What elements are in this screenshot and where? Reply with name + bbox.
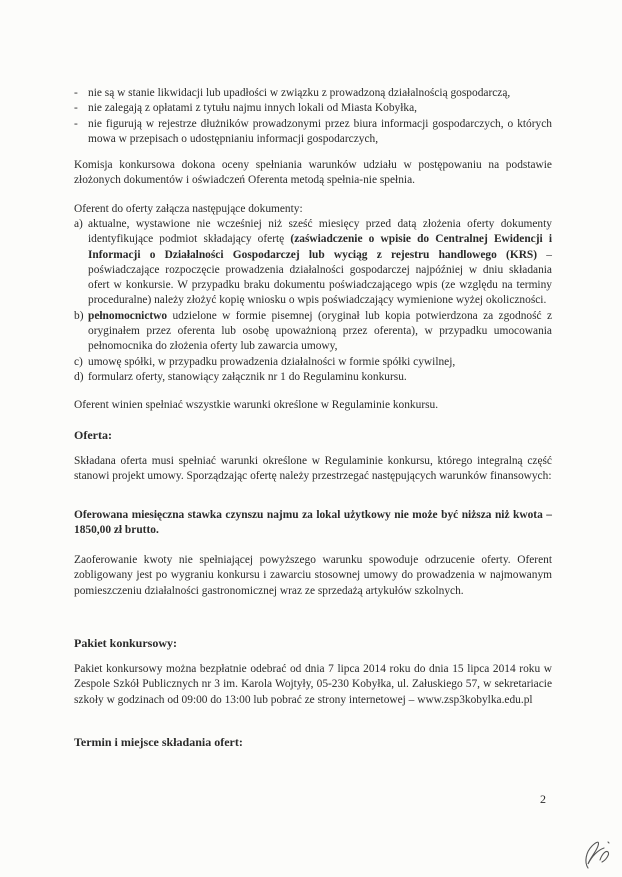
list-marker: a) [74,218,83,230]
list-item: - nie figurują w rejestrze dłużników prowadzonymi przez biura informacji gospodarczych, o których mowa w przepisach o udostępnianiu informacji gospodarczych, [74,117,552,148]
list-item [74,217,552,309]
doc-d-text: formularz oferty, stanowiący załącznik nr 1 do Regulaminu konkursu. [88,370,407,383]
list-item [74,309,552,355]
list-item [74,370,552,385]
signature-initials [578,832,614,872]
list-marker: c) [74,355,83,368]
doc-c-text: umowę spółki, w przypadku prowadzenia działalności w formie spółki cywilnej, [88,355,456,368]
conditions-list [74,86,552,147]
page-number: 2 [540,792,546,806]
proposal-paragraph: Zaoferowanie kwoty nie spełniającej powyższego warunku spowoduje odrzucenie oferty. Oferent zobligowany jest po wygraniu konkursu i zawarciu stosownej umowy do prowadzenia w najmowanym pomieszczeniu działalności gastronomicznej wraz ze sprzedażą artykułów szkolnych. [74,554,552,597]
list-item: - nie są w stanie likwidacji lub upadłości w związku z prowadzoną działalnością gospodarczą, [74,86,552,101]
list-marker: b) [74,309,84,322]
package-heading: Pakiet konkursowy: [74,636,178,650]
package-paragraph: Pakiet konkursowy można bezpłatnie odebrać od dnia 7 lipca 2014 roku do dnia 15 lipca 2014 roku w Zespole Szkół Publicznych nr 3 im. Karola Wojtyły, 05-230 Kobyłka, ul. Załuskiego 57, w sekretariacie szkoły w godzinach od 09:00 do 13:00 lub pobrać ze strony internetowej – www.zsp3kobylka.edu.pl [74,663,552,706]
rent-requirement: Oferowana miesięczna stawka czynszu najmu za lokal użytkowy nie może być niższa niż kwota – 1850,00 zł brutto. [74,509,552,537]
documents-list [74,217,552,385]
doc-b-text: udzielone w formie pisemnej (oryginał lub kopia potwierdzona za zgodność z oryginałem przez oferenta lub osobę upoważnioną przez oferenta), w przypadku umocowania pełnomocnika do złożenia oferty lub zawarcia umowy, [88,309,552,353]
list-item: - nie zalegają z opłatami z tytułu najmu innych lokali od Miasta Kobyłka, [74,101,552,116]
list-marker: d) [74,370,84,383]
doc-b-bold: pełnomocnictwo [88,309,168,322]
commission-paragraph: Komisja konkursowa dokona oceny spełniania warunków udziału w postępowaniu na podstawie złożonych dokumentów i oświadczeń Oferenta metodą spełnia-nie spełnia. [74,159,552,187]
requirements-paragraph: Oferent winien spełniać wszystkie warunki określone w Regulaminie konkursu. [74,399,439,411]
deadline-heading: Termin i miejsce składania ofert: [74,735,243,749]
doc-a-bold: (zaświadczenie o wpisie do Centralnej Ewidencji i Informacji o Działalności Gospodarczej lub wyciąg z rejestru handlowego (KRS) [88,233,552,261]
list-item [74,355,552,370]
offer-paragraph: Składana oferta musi spełniać warunki określone w Regulaminie konkursu, którego integralną część stanowi projekt umowy. Sporządzając ofertę należy przestrzegać następujących warunków finansowych: [74,455,552,483]
documents-intro: Oferent do oferty załącza następujące dokumenty: [74,203,303,215]
offer-heading: Oferta: [74,428,112,442]
doc-a-text-after: – poświadczające rozpoczęcie prowadzenia działalności gospodarczej najpóźniej w dniu składania ofert w konkursie. W przypadku braku dokumentu poświadczającego wpis (ze względu na terminy proceduralne) należy złożyć kopię wniosku o wpis poświadczający wymienione wyżej okoliczności. [88,248,552,307]
doc-a-text: aktualne, wystawione nie wcześniej niż sześć miesięcy przed datą złożenia oferty dokumenty identyfikujące podmiot składający ofertę [88,218,552,246]
